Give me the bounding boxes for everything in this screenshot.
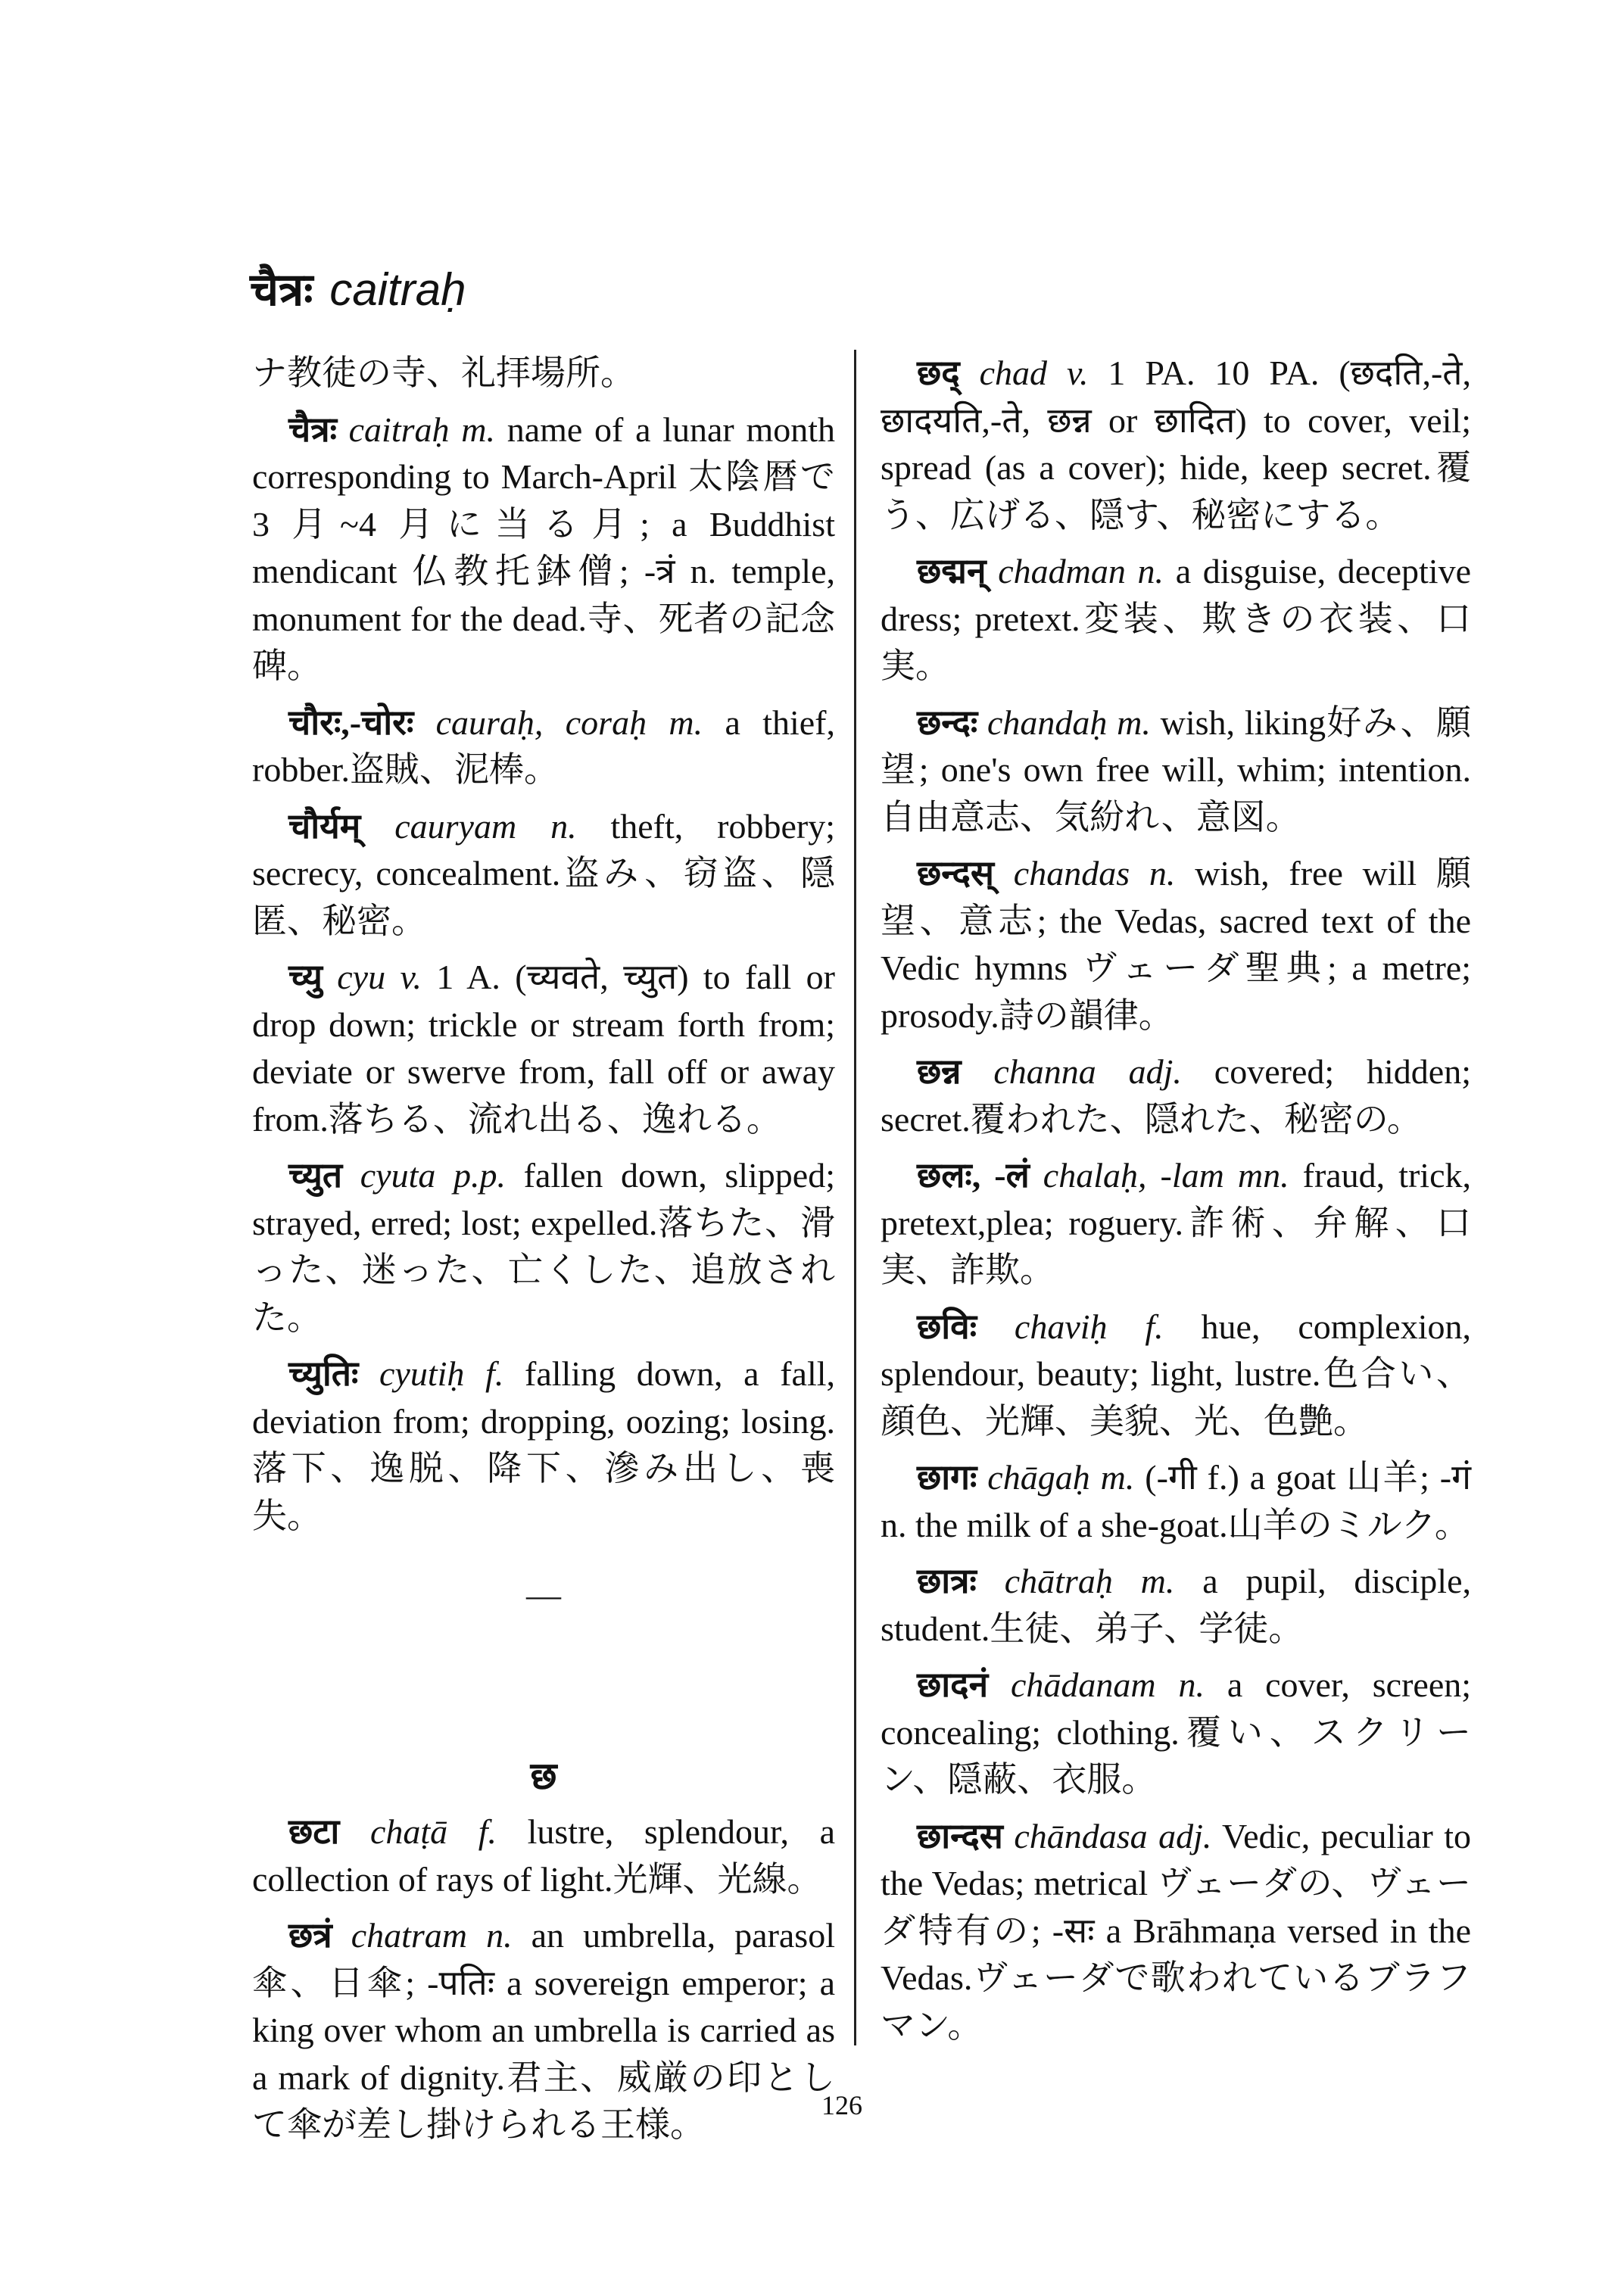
dictionary-entry xyxy=(252,1912,835,2149)
entry-headword: छत्रं xyxy=(288,1916,332,1955)
entry-headword: छद् xyxy=(917,354,960,392)
header-headword: चैत्रः xyxy=(250,265,313,315)
entry-definition: falling down, a fall, deviation from; dropping, oozing; losing.落下、逸脱、降下、滲み出し、喪失。 xyxy=(252,1354,836,1535)
entry-headword: छन्दस् xyxy=(917,854,994,893)
entry-transliteration: chatram n. xyxy=(351,1916,513,1955)
dictionary-entry xyxy=(252,803,835,946)
entry-headword: चैत्रः xyxy=(288,410,337,449)
entry-headword: च्युत xyxy=(288,1156,343,1195)
dictionary-entry xyxy=(881,1813,1471,2050)
dictionary-entry xyxy=(881,850,1471,1039)
entry-transliteration: chandaḥ m. xyxy=(987,703,1151,742)
entry-headword: छटा xyxy=(288,1812,340,1851)
left-entries-b xyxy=(252,1809,835,2149)
entry-transliteration: cyuta p.p. xyxy=(360,1156,507,1195)
entry-definition: a disguise, deceptive dress; pretext.変装、欺きの衣装、口実。 xyxy=(881,552,1471,685)
entry-transliteration: chaṭā f. xyxy=(369,1812,497,1851)
entry-headword: चौरः,-चोरः xyxy=(288,703,414,742)
entry-transliteration: chadman n. xyxy=(998,552,1164,590)
entry-headword: छन्दः xyxy=(917,703,978,742)
dictionary-entry xyxy=(252,1351,835,1540)
entry-definition: covered; hidden; secret.覆われた、隠れた、秘密の。 xyxy=(881,1052,1471,1139)
entry-definition: (-गी f.) a goat 山羊; -गं n. the milk of a she-goat.山羊のミルク。 xyxy=(881,1458,1472,1544)
entry-headword: छादनं xyxy=(917,1665,989,1704)
entry-transliteration: cauraḥ, coraḥ m. xyxy=(435,703,703,742)
entry-transliteration: cyutiḥ f. xyxy=(379,1354,504,1393)
dictionary-entry xyxy=(881,1304,1471,1446)
entry-transliteration: chātraḥ m. xyxy=(1004,1562,1175,1600)
entry-transliteration: caitraḥ m. xyxy=(348,410,495,449)
entry-definition: a pupil, disciple, student.生徒、弟子、学徒。 xyxy=(881,1562,1471,1648)
left-column xyxy=(252,350,835,2158)
continued-text: ナ教徒の寺、礼拝場所。 xyxy=(252,354,635,392)
dictionary-entry xyxy=(252,1809,835,1903)
entry-definition: 1 PA. 10 PA. (छदति,-ते, छादयति,-ते, छन्न or छादित) to cover, veil; spread (as a cover); hide, keep secret.覆う、広げる、隠す、秘密にする。 xyxy=(881,354,1471,534)
entry-definition: fallen down, slipped; strayed, erred; lost; expelled.落ちた、滑った、迷った、亡くした、追放された。 xyxy=(252,1156,836,1337)
column-divider xyxy=(854,350,856,2045)
left-entries-a xyxy=(252,407,835,1541)
entry-definition: Vedic, peculiar to the Vedas; metrical ヴェーダの、ヴェーダ特有の; -सः a Brāhmaṇa versed in the Vedas.ヴェーダで歌われているブラフマン。 xyxy=(881,1816,1471,2045)
dictionary-entry xyxy=(881,548,1471,690)
entry-definition: an umbrella, parasol 傘、日傘; -पतिः a sovereign emperor; a king over whom an umbrella is carried as a mark of dignity.君主、威厳の印として傘が差し掛けられる王様。 xyxy=(252,1916,835,2144)
entry-headword: छविः xyxy=(917,1307,977,1346)
dictionary-entry xyxy=(881,1048,1471,1143)
entry-definition: 1 A. (च्यवते, च्युत) to fall or drop down; trickle or stream forth from; deviate or swerve from, fall off or away from.落ちる、流れ出る、逸れる。 xyxy=(252,958,835,1139)
entry-definition: wish, liking好み、願望; one's own free will, whim; intention.自由意志、気紛れ、意図。 xyxy=(881,703,1471,837)
dictionary-entry xyxy=(252,407,835,690)
entry-definition: fraud, trick, pretext,plea; roguery.詐術、弁解、口実、詐欺。 xyxy=(881,1156,1471,1289)
entry-transliteration: chāndasa adj. xyxy=(1014,1816,1212,1855)
entry-headword: छलः, -लं xyxy=(917,1156,1030,1195)
section-divider-dash: — xyxy=(526,1575,561,1614)
entry-headword: छागः xyxy=(917,1458,977,1497)
dictionary-entry xyxy=(881,350,1471,539)
entry-transliteration: chalaḥ, -lam mn. xyxy=(1043,1156,1289,1195)
dictionary-entry xyxy=(881,1152,1471,1294)
header-transliteration: caitraḥ xyxy=(329,264,466,315)
section-letter-heading: छ xyxy=(530,1754,557,1797)
entry-transliteration: cauryam n. xyxy=(394,806,577,846)
entry-headword: च्युतिः xyxy=(288,1354,359,1393)
entry-headword: छात्रः xyxy=(917,1562,977,1600)
entry-definition: theft, robbery; secrecy, concealment.盗み、窃盗、隠匿、秘密。 xyxy=(252,806,835,940)
dictionary-entry xyxy=(881,1662,1471,1804)
right-column xyxy=(881,350,1471,2058)
entry-transliteration: chāgaḥ m. xyxy=(987,1458,1135,1497)
dictionary-entry xyxy=(881,699,1471,842)
section-spacer xyxy=(252,1619,835,1752)
page-number: 126 xyxy=(821,2090,862,2120)
entry-headword: छद्मन् xyxy=(917,552,987,590)
entry-definition: a cover, screen; concealing; clothing.覆い、スクリーン、隠蔽、衣服。 xyxy=(881,1665,1472,1799)
entry-transliteration: chādanam n. xyxy=(1010,1665,1205,1704)
entry-headword: छन्न xyxy=(917,1052,962,1091)
entry-transliteration: chad v. xyxy=(979,354,1089,392)
entry-headword: च्यु xyxy=(288,958,323,996)
entry-transliteration: chaviḥ f. xyxy=(1014,1307,1164,1346)
page-header xyxy=(250,265,466,315)
entry-definition: wish, free will 願望、意志; the Vedas, sacred text of the Vedic hymns ヴェーダ聖典; a metre; prosody.詩の韻律。 xyxy=(881,854,1472,1035)
dictionary-entry xyxy=(252,699,835,794)
entry-headword: चौर्यम् xyxy=(288,806,361,846)
entry-headword: छान्दस xyxy=(917,1816,1003,1855)
entry-transliteration: cyu v. xyxy=(337,958,422,996)
dictionary-entry xyxy=(881,1558,1471,1653)
entry-definition: hue, complexion, splendour, beauty; light, lustre.色合い、顔色、光輝、美貌、光、色艶。 xyxy=(881,1307,1471,1441)
dictionary-entry xyxy=(881,1454,1471,1549)
entry-definition: name of a lunar month corresponding to March-April 太陰暦で 3 月~4 月に当る月; a Buddhist mendicant 仏教托鉢僧; -त्रं n. temple, monument for the dead.寺、死者の記念碑。 xyxy=(252,410,835,685)
entry-definition: a thief, robber.盗賊、泥棒。 xyxy=(252,703,835,789)
entry-definition: lustre, splendour, a collection of rays of light.光輝、光線。 xyxy=(252,1812,835,1899)
entry-transliteration: chandas n. xyxy=(1013,854,1176,893)
dictionary-entry xyxy=(252,1152,835,1341)
entry-transliteration: channa adj. xyxy=(993,1052,1182,1091)
right-entries xyxy=(881,350,1471,2049)
dictionary-entry xyxy=(252,954,835,1143)
